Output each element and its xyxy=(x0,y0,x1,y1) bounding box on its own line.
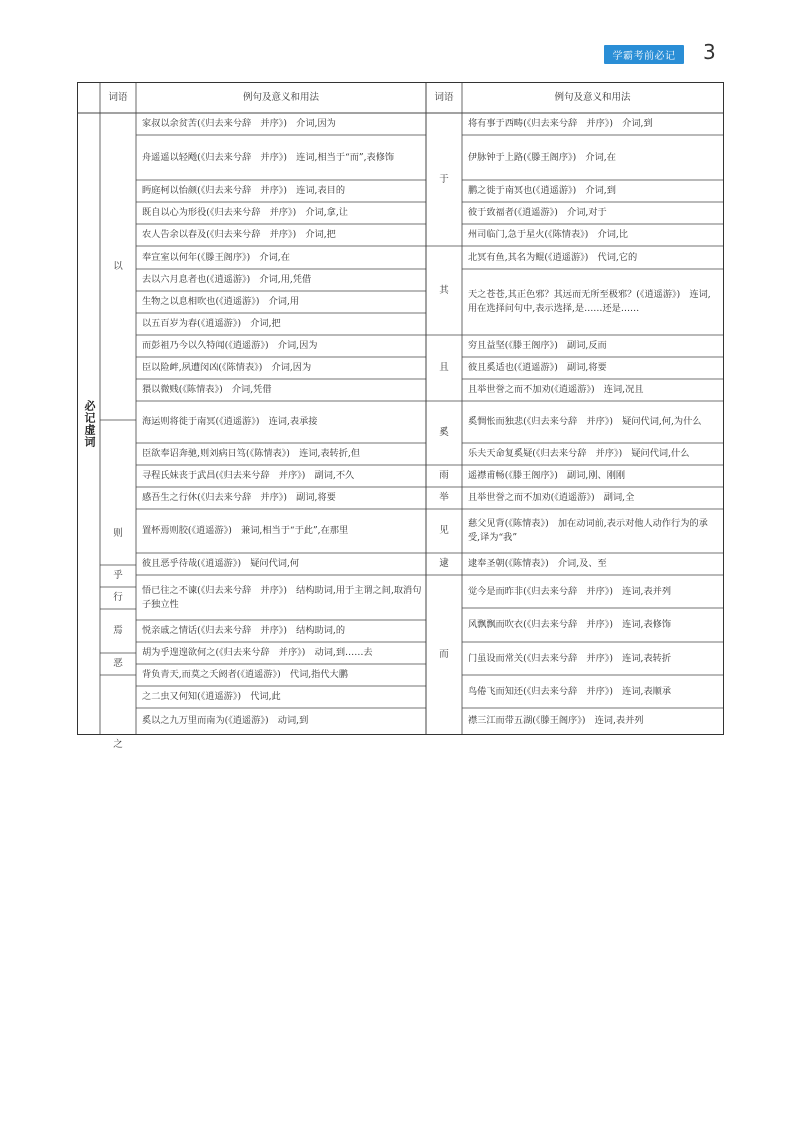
right-usage-cell: 鹏之徙于南冥也(《逍遥游》) 介词,到 xyxy=(468,185,616,196)
right-usage-cell: 觉今是而昨非(《归去来兮辞 并序》) 连词,表并列 xyxy=(468,585,672,597)
left-usage-cell: 置杯焉则胶(《逍遥游》) 兼词,相当于“于此”,在那里 xyxy=(142,525,349,536)
left-usage-cell: 臣欲奉诏奔驰,则刘病日笃(《陈情表》) 连词,表转折,但 xyxy=(142,448,361,459)
right-usage-cell: 将有事于西畴(《归去来兮辞 并序》) 介词,到 xyxy=(468,118,653,129)
left-usage-cell: 背负青天,而莫之夭阏者(《逍遥游》) 代词,指代大鹏 xyxy=(142,669,348,680)
left-usage-cell: 去以六月息者也(《逍遥游》) 介词,用,凭借 xyxy=(142,274,312,285)
left-word-cell: 之 xyxy=(113,738,123,750)
left-usage-cell: 胡为乎遑遑欲何之(《归去来兮辞 并序》) 动词,到……去 xyxy=(142,647,373,658)
right-word-cell: 逮 xyxy=(439,558,449,569)
right-usage-cell: 风飘飘而吹衣(《归去来兮辞 并序》) 连词,表修饰 xyxy=(468,619,672,630)
right-usage-cell: 奚惆怅而独悲(《归去来兮辞 并序》) 疑问代词,何,为什么 xyxy=(468,416,702,427)
right-usage-cell: 且举世誉之而不加劝(《逍遥游》) 副词,全 xyxy=(468,492,635,503)
right-word-cell: 于 xyxy=(439,173,449,185)
header-word-left: 词语 xyxy=(108,92,128,103)
left-usage-cell: 悦亲戚之情话(《归去来兮辞 并序》) 结构助词,的 xyxy=(142,625,346,636)
left-usage-cell: 奚以之九万里而南为(《逍遥游》) 动词,到 xyxy=(142,715,309,726)
left-usage-cell: 感吾生之行休(《归去来兮辞 并序》) 副词,将要 xyxy=(142,492,336,503)
header-word-right: 词语 xyxy=(434,92,454,103)
left-usage-cell: 海运则将徙于南冥(《逍遥游》) 连词,表承接 xyxy=(142,416,318,427)
left-usage-cell: 家叔以余贫苦(《归去来兮辞 并序》) 介词,因为 xyxy=(142,118,336,129)
right-usage-cell: 州司临门,急于星火(《陈情表》) 介词,比 xyxy=(468,229,628,240)
right-usage-cell: 鸟倦飞而知还(《归去来兮辞 并序》) 连词,表顺承 xyxy=(468,685,672,697)
left-usage-cell: 眄庭柯以怡颜(《归去来兮辞 并序》) 连词,表目的 xyxy=(142,185,346,196)
right-usage-cell: 逮奉圣朝(《陈情表》) 介词,及、至 xyxy=(468,558,607,569)
right-usage-cell: 门虽设而常关(《归去来兮辞 并序》) 连词,表转折 xyxy=(468,652,672,664)
right-word-cell: 奚 xyxy=(439,427,449,438)
left-usage-cell: 寻程氏妹丧于武昌(《归去来兮辞 并序》) 副词,不久 xyxy=(142,470,355,481)
right-usage-cell: 遥襟甫畅(《滕王阁序》) 副词,刚、刚刚 xyxy=(468,470,626,481)
left-usage-cell: 农人告余以春及(《归去来兮辞 并序》) 介词,把 xyxy=(142,229,336,240)
vocabulary-table xyxy=(77,82,724,750)
right-word-cell: 举 xyxy=(439,492,449,503)
left-usage-cell: 猥以微贱(《陈情表》) 介词,凭借 xyxy=(142,384,272,395)
right-usage-cell: 乐夫天命复奚疑(《归去来兮辞 并序》) 疑问代词,什么 xyxy=(468,448,690,459)
left-word-cell: 乎 xyxy=(113,570,123,581)
left-word-cell: 行 xyxy=(113,592,123,603)
right-usage-cell: 彼且奚适也(《逍遥游》) 副词,将要 xyxy=(468,362,607,373)
left-usage-cell: 既自以心为形役(《归去来兮辞 并序》) 介词,拿,让 xyxy=(142,207,348,218)
left-usage-cell: 彼且恶乎待哉(《逍遥游》) 疑问代词,何 xyxy=(142,558,300,569)
right-word-cell: 其 xyxy=(439,284,449,296)
right-word-cell: 见 xyxy=(439,525,449,536)
section-badge: 学霸考前必记 xyxy=(604,45,684,64)
right-usage-cell: 襟三江而带五湖(《滕王阁序》) 连词,表并列 xyxy=(468,715,644,726)
left-usage-cell: 奉宣室以何年(《滕王阁序》) 介词,在 xyxy=(142,251,290,263)
page-number: 3 xyxy=(703,40,716,64)
left-usage-cell: 舟遥遥以轻飏(《归去来兮辞 并序》) 连词,相当于“而”,表修饰 xyxy=(142,151,395,163)
section-label: 必记虚词 xyxy=(83,399,96,448)
right-usage-cell: 伊脉钟于上路(《滕王阁序》) 介词,在 xyxy=(468,151,616,163)
header-usage-right: 例句及意义和用法 xyxy=(554,92,631,103)
left-usage-cell: 以五百岁为春(《逍遥游》) 介词,把 xyxy=(142,318,281,329)
right-usage-cell: 彼于致福者(《逍遥游》) 介词,对于 xyxy=(468,207,607,218)
left-usage-cell: 生物之以息相吹也(《逍遥游》) 介词,用 xyxy=(142,296,300,307)
right-usage-cell: 北冥有鱼,其名为鲲(《逍遥游》) 代词,它的 xyxy=(468,251,638,263)
left-word-cell: 以 xyxy=(113,260,123,272)
header-usage-left: 例句及意义和用法 xyxy=(242,92,319,103)
right-word-cell: 且 xyxy=(439,362,449,373)
right-usage-cell: 天之苍苍,其正色邪？其远而无所至极邪？(《逍遥游》) 连词,用在选择问句中,表示选择,是……还是…… xyxy=(468,289,711,314)
left-usage-cell: 之二虫又何知(《逍遥游》) 代词,此 xyxy=(142,691,281,702)
right-word-cell: 雨 xyxy=(439,470,449,481)
left-usage-cell: 悟已往之不谏(《归去来兮辞 并序》) 结构助词,用于主谓之间,取消句子独立性 xyxy=(142,584,422,610)
left-usage-cell: 臣以险衅,夙遭闵凶(《陈情表》) 介词,因为 xyxy=(142,362,312,373)
left-word-cell: 恶 xyxy=(113,658,123,669)
right-usage-cell: 穷且益坚(《滕王阁序》) 副词,反而 xyxy=(468,340,607,351)
left-usage-cell: 而彭祖乃今以久特闻(《逍遥游》) 介词,因为 xyxy=(142,340,318,351)
left-word-cell: 则 xyxy=(113,528,123,539)
right-usage-cell: 慈父见背(《陈情表》) 加在动词前,表示对他人动作行为的承受,译为“我” xyxy=(468,518,708,543)
left-word-cell: 焉 xyxy=(113,625,123,636)
right-word-cell: 而 xyxy=(439,648,449,660)
right-usage-cell: 且举世誉之而不加劝(《逍遥游》) 连词,况且 xyxy=(468,384,644,395)
